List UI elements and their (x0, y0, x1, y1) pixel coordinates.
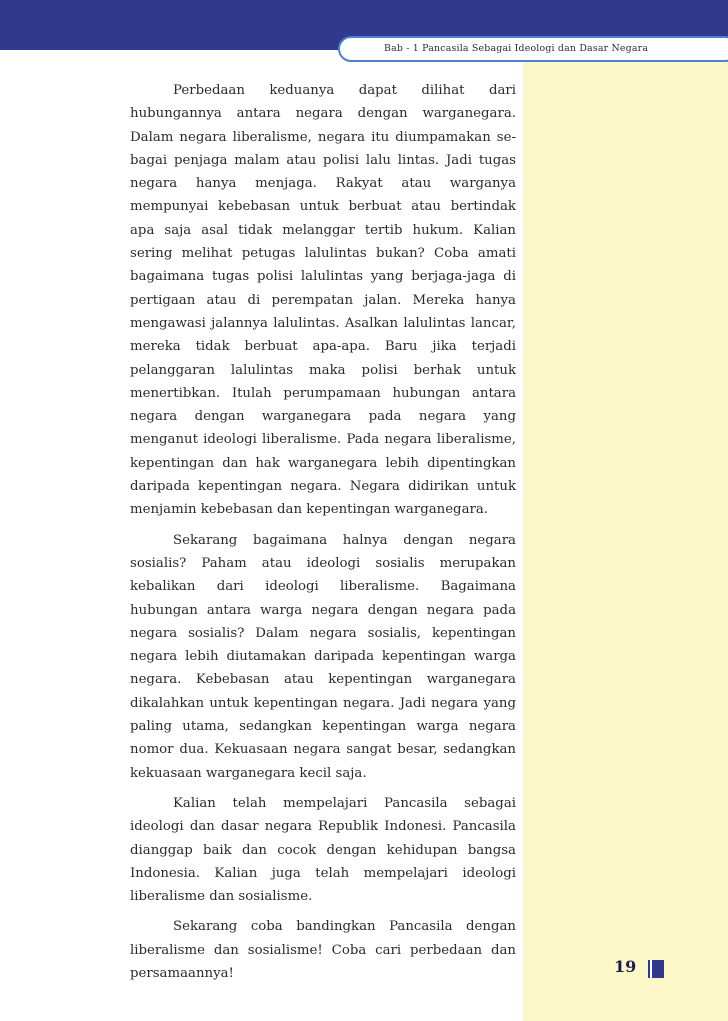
page-number: 19 (614, 957, 637, 976)
paragraph-4: Sekarang coba bandingkan Pancasila dengan liberalisme dan sosialisme! Coba cari perbedaan dan persamaannya! (130, 919, 516, 981)
body-text (130, 79, 516, 985)
page-marker-block (650, 960, 664, 978)
side-margin-panel (523, 62, 728, 1021)
chapter-title: Bab - 1 Pancasila Sebagai Ideologi dan Dasar Negara (384, 43, 649, 54)
paragraph-3: Kalian telah mempelajari Pancasila sebagai ideologi dan dasar negara Republik Indonesi. Pancasila dianggap baik dan cocok dengan kehidupan bangsa Indonesia. Kalian juga telah mempelajari ideologi liberalisme dan sosialisme. (130, 795, 516, 905)
paragraph-1: Perbedaan keduanya dapat dilihat dari hubungannya antara negara dengan warganegara. Dalam negara liberalisme, negara itu diumpamakan se-bagai penjaga malam atau polisi lalu lintas. Jadi tugas negara hanya menjaga. Rakyat atau warganya mempunyai kebebasan untuk berbuat atau bertindak apa saja asal tidak melanggar tertib hukum. Kalian sering melihat petugas lalulintas bukan? Coba amati bagaimana tugas polisi lalulintas yang berjaga-jaga di pertigaan atau di perempatan jalan. Mereka hanya mengawasi jalannya lalulintas. Asalkan lalulintas lancar, mereka tidak berbuat apa-apa. Baru jika terjadi pelanggaran lalulintas maka polisi berhak untuk menertibkan. Itulah perumpamaan hubungan antara negara dengan warganegara pada negara yang menganut ideologi liberalisme. Pada negara liberalisme, kepentingan dan hak warganegara lebih dipentingkan daripada kepentingan negara. Negara didirikan untuk menjamin kebebasan dan kepentingan warganegara. (130, 83, 516, 518)
paragraph-2: Sekarang bagaimana halnya dengan negara sosialis? Paham atau ideologi sosialis merupakan kebalikan dari ideologi liberalisme. Bagaimana hubungan antara warga negara dengan negara pada negara sosialis? Dalam negara sosialis, kepentingan negara lebih diutamakan daripada kepentingan warga negara. Kebebasan atau kepentingan warganegara dikalahkan untuk kepentingan negara. Jadi negara yang paling utama, sedangkan kepentingan warga negara nomor dua. Kekuasaan negara sangat besar, sedangkan kekuasaan warganegara kecil saja. (130, 532, 516, 781)
